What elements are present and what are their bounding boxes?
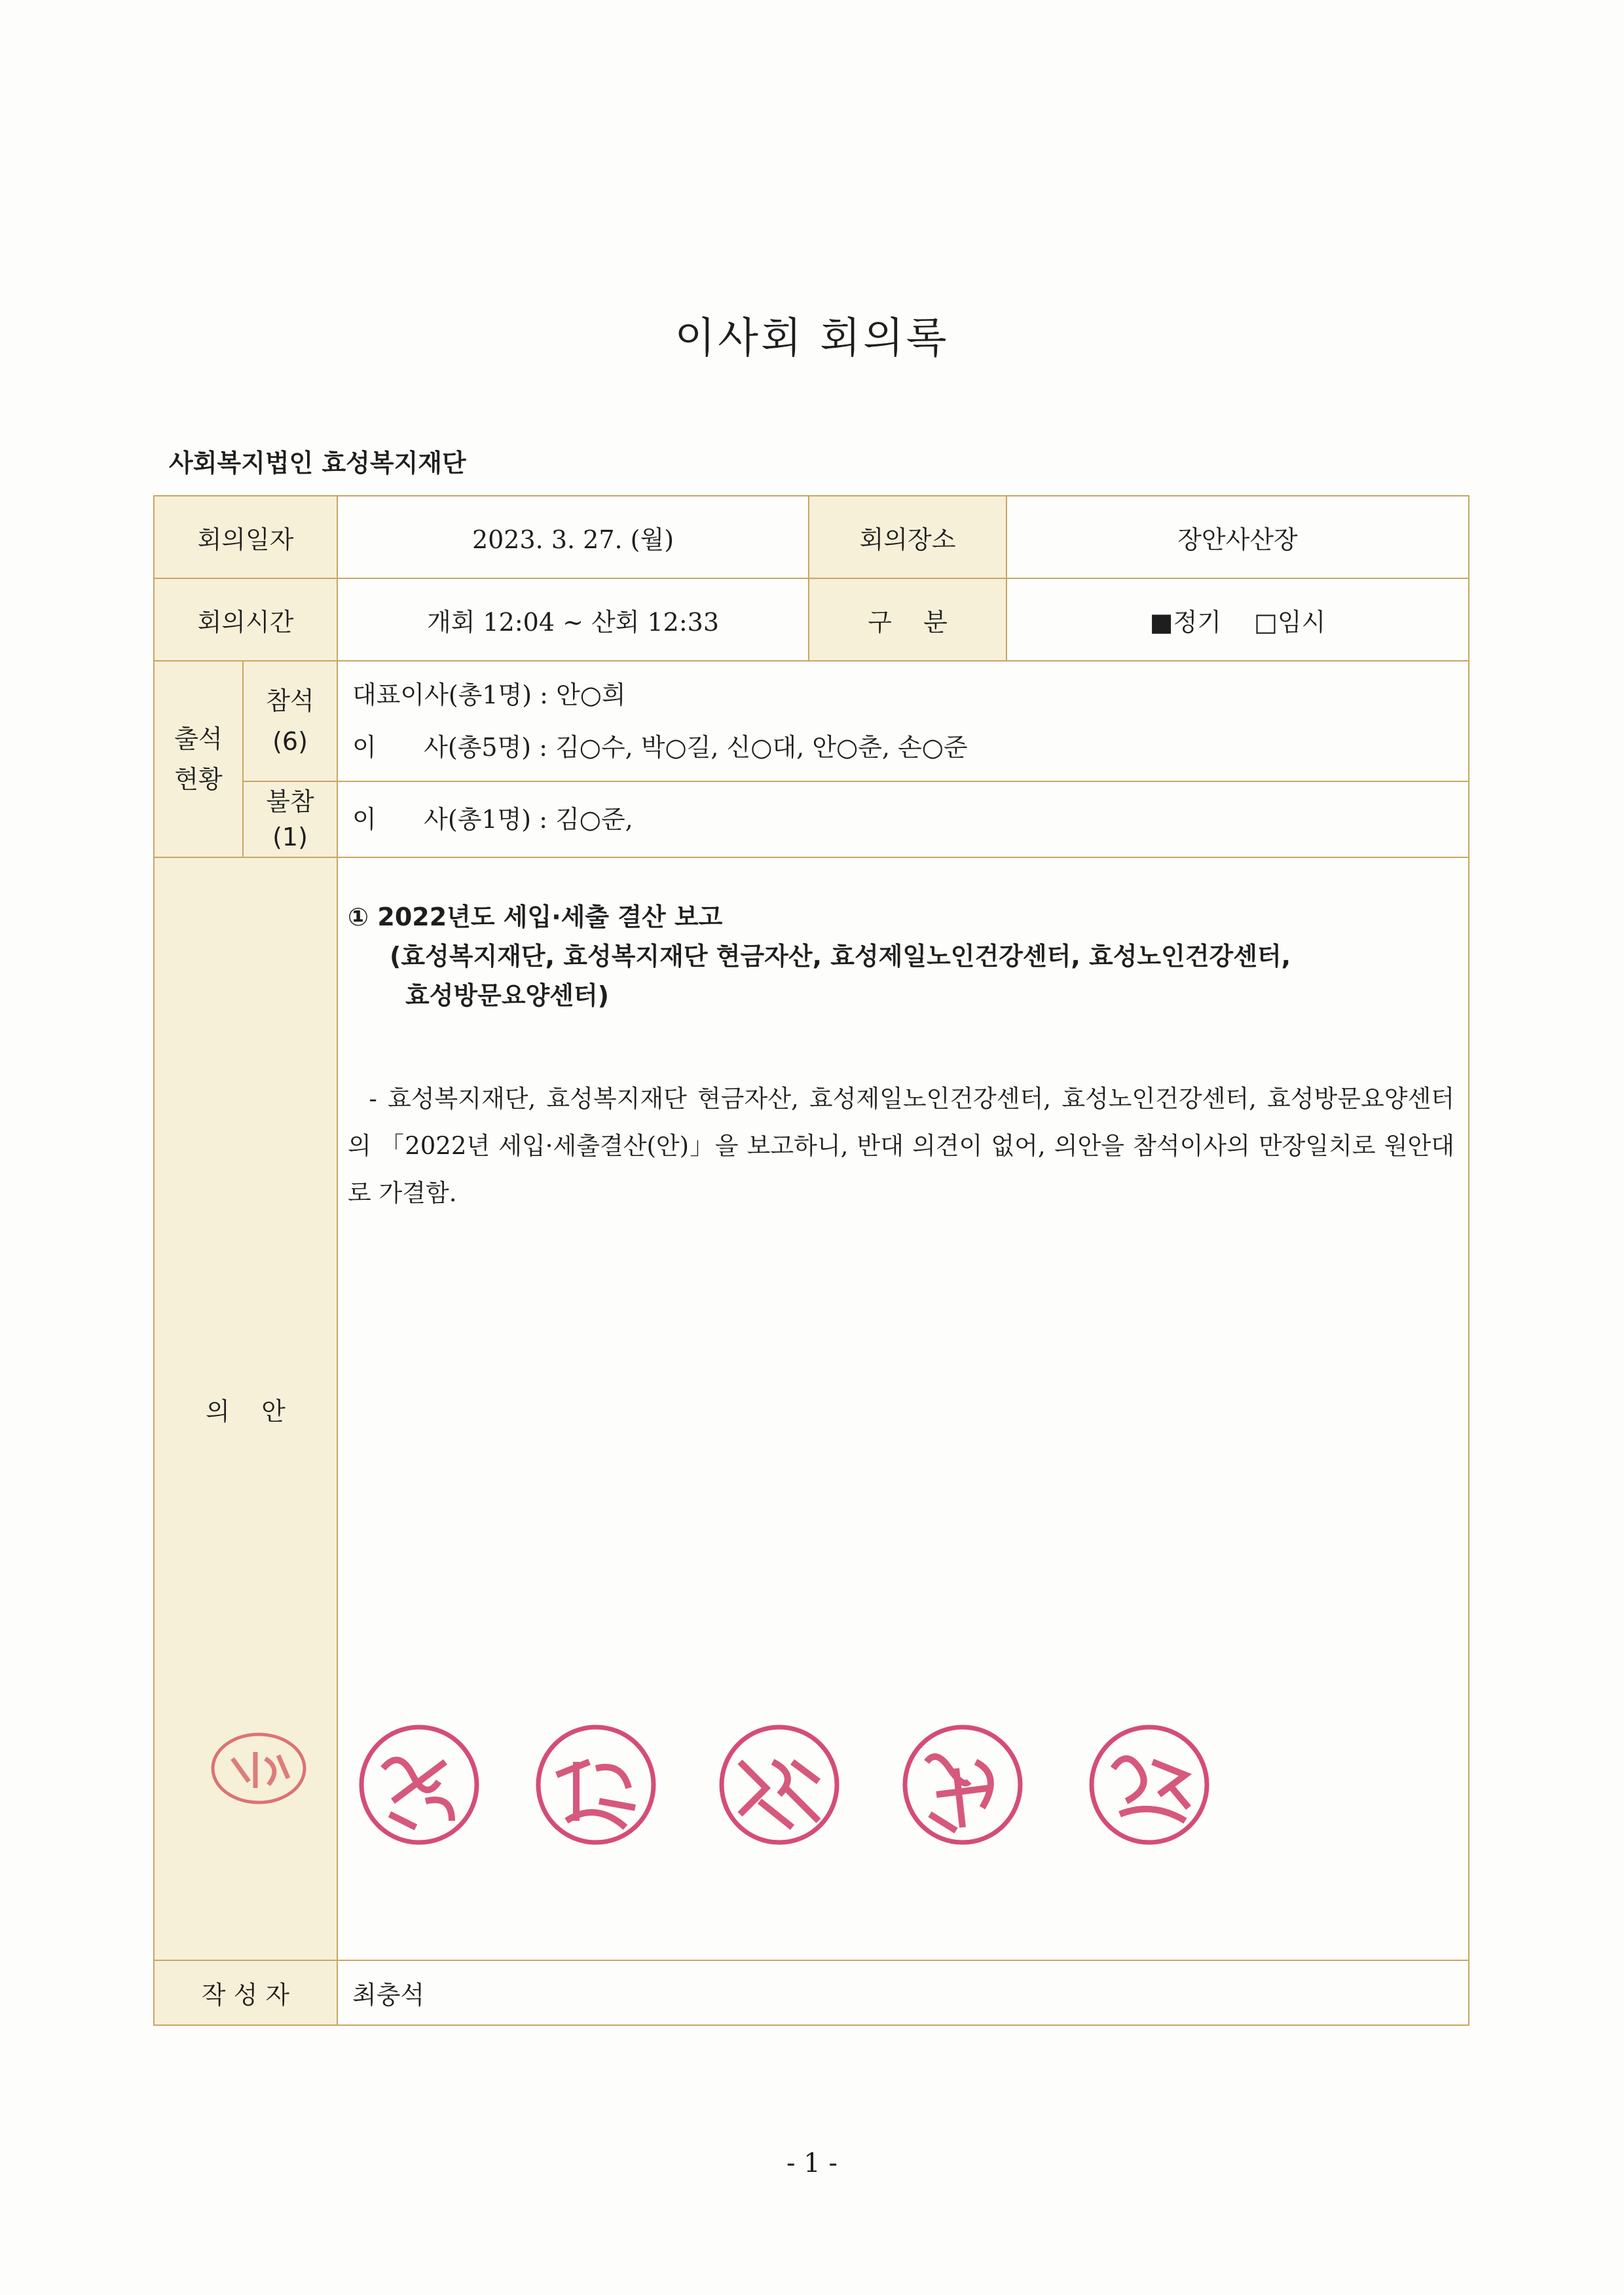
meeting-place-label: 회의장소: [808, 495, 1007, 579]
absent-directors: 이 사(총1명) : 김○준,: [352, 805, 633, 834]
author-label: 작 성 자: [153, 1960, 338, 2026]
meeting-type-value: [1006, 578, 1469, 662]
attendance-label: 출석 현황: [153, 660, 244, 858]
seal-stamp-icon: [714, 1723, 845, 1847]
page-number: - 1 -: [786, 2148, 838, 2178]
meeting-date-value: 2023. 3. 27. (월): [337, 495, 809, 579]
meeting-type-label: 구 분: [808, 578, 1007, 662]
seal-stamp-icon: [354, 1723, 485, 1847]
meeting-date-label: 회의일자: [153, 495, 338, 579]
meeting-time-value: 개회 12:04 ~ 산회 12:33: [337, 578, 809, 662]
meeting-place-value: 장안사산장: [1006, 495, 1469, 579]
regular-checkbox: ■정기: [1149, 607, 1221, 637]
author-value: 최충석: [337, 1960, 1469, 2026]
document-title: 이사회 회의록: [674, 314, 950, 363]
present-list: [337, 660, 1469, 782]
present-ceo: 대표이사(총1명) : 안○희: [352, 681, 626, 709]
seal-stamps: [210, 1690, 1270, 1860]
seal-stamp-icon: [1080, 1723, 1218, 1847]
agenda-content: [348, 897, 1454, 1217]
agenda-item-body: - 효성복지재단, 효성복지재단 현금자산, 효성제일노인건강센터, 효성노인건강센터, 효성방문요양센터의 「2022년 세입·세출결산(안)」을 보고하니, 반대 의견이 없어, 의안을 참석이사의 만장일치로 원안대로 가결함.: [348, 1085, 1454, 1207]
seal-stamp-icon: [210, 1729, 308, 1808]
meeting-time-label: 회의시간: [153, 578, 338, 662]
temporary-checkbox: □임시: [1254, 607, 1326, 637]
absent-list: [337, 781, 1469, 858]
absent-label: 불참 (1): [242, 781, 338, 858]
seal-stamp-icon: [530, 1723, 661, 1847]
present-directors: 이 사(총5명) : 김○수, 박○길, 신○대, 안○춘, 손○준: [352, 733, 968, 762]
seal-stamp-icon: [897, 1723, 1028, 1847]
agenda-label: 의 안: [153, 857, 338, 1961]
organization-name: 사회복지법인 효성복지재단: [169, 449, 466, 477]
agenda-item-sub-1: (효성복지재단, 효성복지재단 현금자산, 효성제일노인건강센터, 효성노인건강센터,: [390, 942, 1291, 971]
agenda-item-sub-2: 효성방문요양센터): [405, 981, 610, 1010]
agenda-item-title: ① 2022년도 세입·세출 결산 보고: [348, 903, 723, 931]
present-label: 참석 (6): [242, 660, 338, 782]
